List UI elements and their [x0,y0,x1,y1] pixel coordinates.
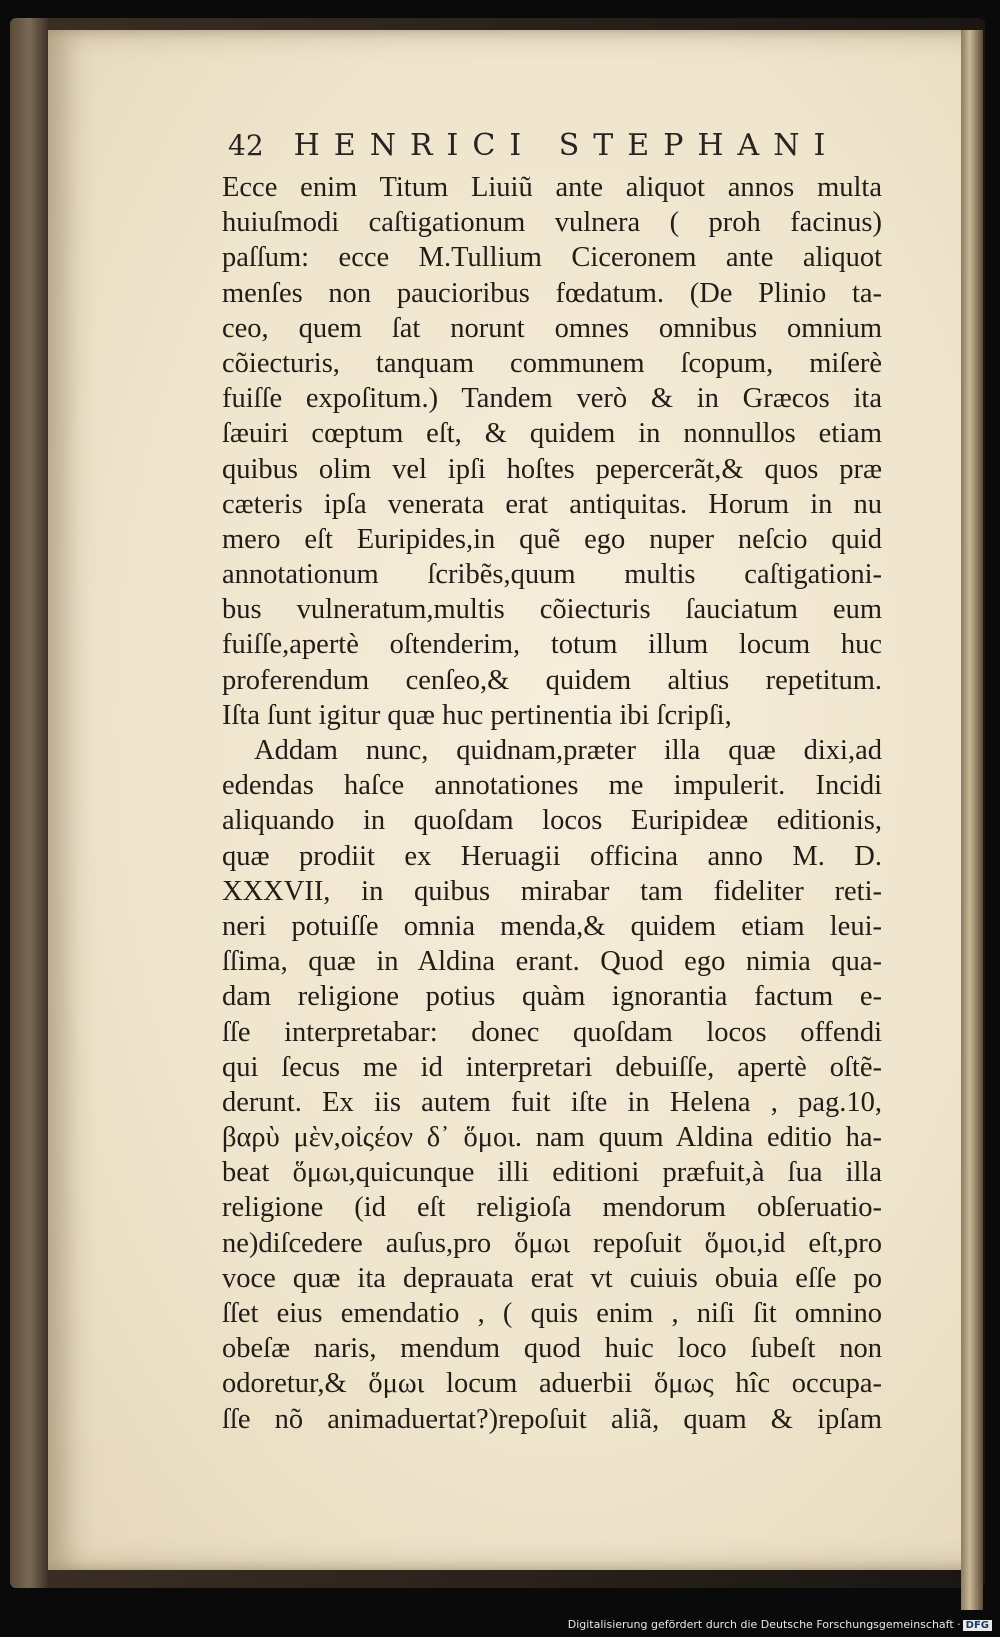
digitization-credit [568,1618,992,1631]
text-line: Ecce enim Titum Liuiũ ante aliquot annos multa [222,172,882,203]
text-line: ſſima, quæ in Aldina erant. Quod ego nimia qua- [222,946,882,978]
page-body-text [222,170,882,1437]
text-line: ceo, quem ſat norunt omnes omnibus omnium [222,312,882,344]
text-line: XXXVII, in quibus mirabar tam fideliter reti- [222,875,882,907]
text-line: voce quæ ita deprauata erat vt cuiuis obuia eſſe po [222,1262,882,1294]
text-line: ſſet eius emendatio , ( quis enim , niſi ſit omnino [222,1298,882,1329]
text-line: religione (id eſt religioſa mendorum obſeruatio- [222,1192,882,1224]
text-line: qui ſecus me id interpretari debuiſſe, apertè oſtẽ- [222,1051,882,1083]
dfg-logo: DFG [963,1620,992,1631]
text-line: odoretur,& ὅμωι locum aduerbii ὅμως hîc occupa- [222,1368,882,1400]
text-line: mero eſt Euripides,in quẽ ego nuper neſcio quid [222,523,882,555]
text-line: derunt. Ex iis autem fuit iſte in Helena , pag.10, [222,1086,882,1118]
text-line: aliquando in quoſdam locos Euripideæ editionis, [222,805,882,837]
text-line: Iſta ſunt igitur quæ huc pertinentia ibi ſcripſi, [222,699,732,731]
text-line: dam religione potius quàm ignorantia factum e- [222,981,882,1013]
text-line: huiuſmodi caſtigationum vulnera ( proh facinus) [222,207,882,239]
text-line: ſſe nõ animaduertat?)repoſuit aliã, quam & ipſam [222,1403,882,1435]
page-number: 42 [228,129,264,162]
text-line: ſæuiri cœptum eſt, & quidem in nonnullos etiam [222,418,882,450]
text-line: obeſæ naris, mendum quod huic loco ſubeſt non [222,1333,882,1365]
text-line: paſſum: ecce M.Tullium Ciceronem ante aliquot [222,242,882,274]
text-line: edendas haſce annotationes me impulerit. Incidi [222,770,882,802]
text-line: cõiecturis, tanquam communem ſcopum, miſerè [222,347,882,379]
text-line: cæteris ipſa venerata erat antiquitas. Horum in nu [222,488,882,520]
credit-text: Digitalisierung gefördert durch die Deutsche Forschungsgemeinschaft · [567,1618,961,1631]
text-line: beat ὅμωι,quicunque illi editioni præfuit,à ſua illa [222,1157,882,1189]
running-title: HENRICI STEPHANI [293,128,840,163]
text-line: fuiſſe expoſitum.) Tandem verò & in Græcos ita [222,383,882,415]
text-line: Addam nunc, quidnam,præter illa quæ dixi,ad [254,735,882,766]
text-line: proferendum cenſeo,& quidem altius repetitum. [222,664,882,696]
text-line: neri potuiſſe omnia menda,& quidem etiam leui- [222,910,882,942]
running-header [228,128,848,163]
text-line: ſſe interpretabar: donec quoſdam locos offendi [222,1016,882,1048]
text-line: quæ prodiit ex Heruagii officina anno M. D. [222,840,882,872]
page-edge-strip [961,30,983,1610]
text-line: annotationum ſcribẽs,quum multis caſtigationi- [222,559,882,591]
text-line: bus vulneratum,multis cõiecturis ſauciatum eum [222,594,882,626]
text-line: menſes non paucioribus fœdatum. (De Plinio ta- [222,277,882,309]
text-line: βαρὺ μὲν,οἰςέον δ᾽ ὅμοι. nam quum Aldina editio ha- [222,1122,882,1154]
text-line: fuiſſe,apertè oſtenderim, totum illum locum huc [222,629,882,661]
text-line: ne)diſcedere auſus,pro ὅμωι repoſuit ὅμοι,id eſt,pro [222,1227,882,1259]
text-line: quibus olim vel ipſi hoſtes pepercerãt,& quos præ [222,453,882,485]
